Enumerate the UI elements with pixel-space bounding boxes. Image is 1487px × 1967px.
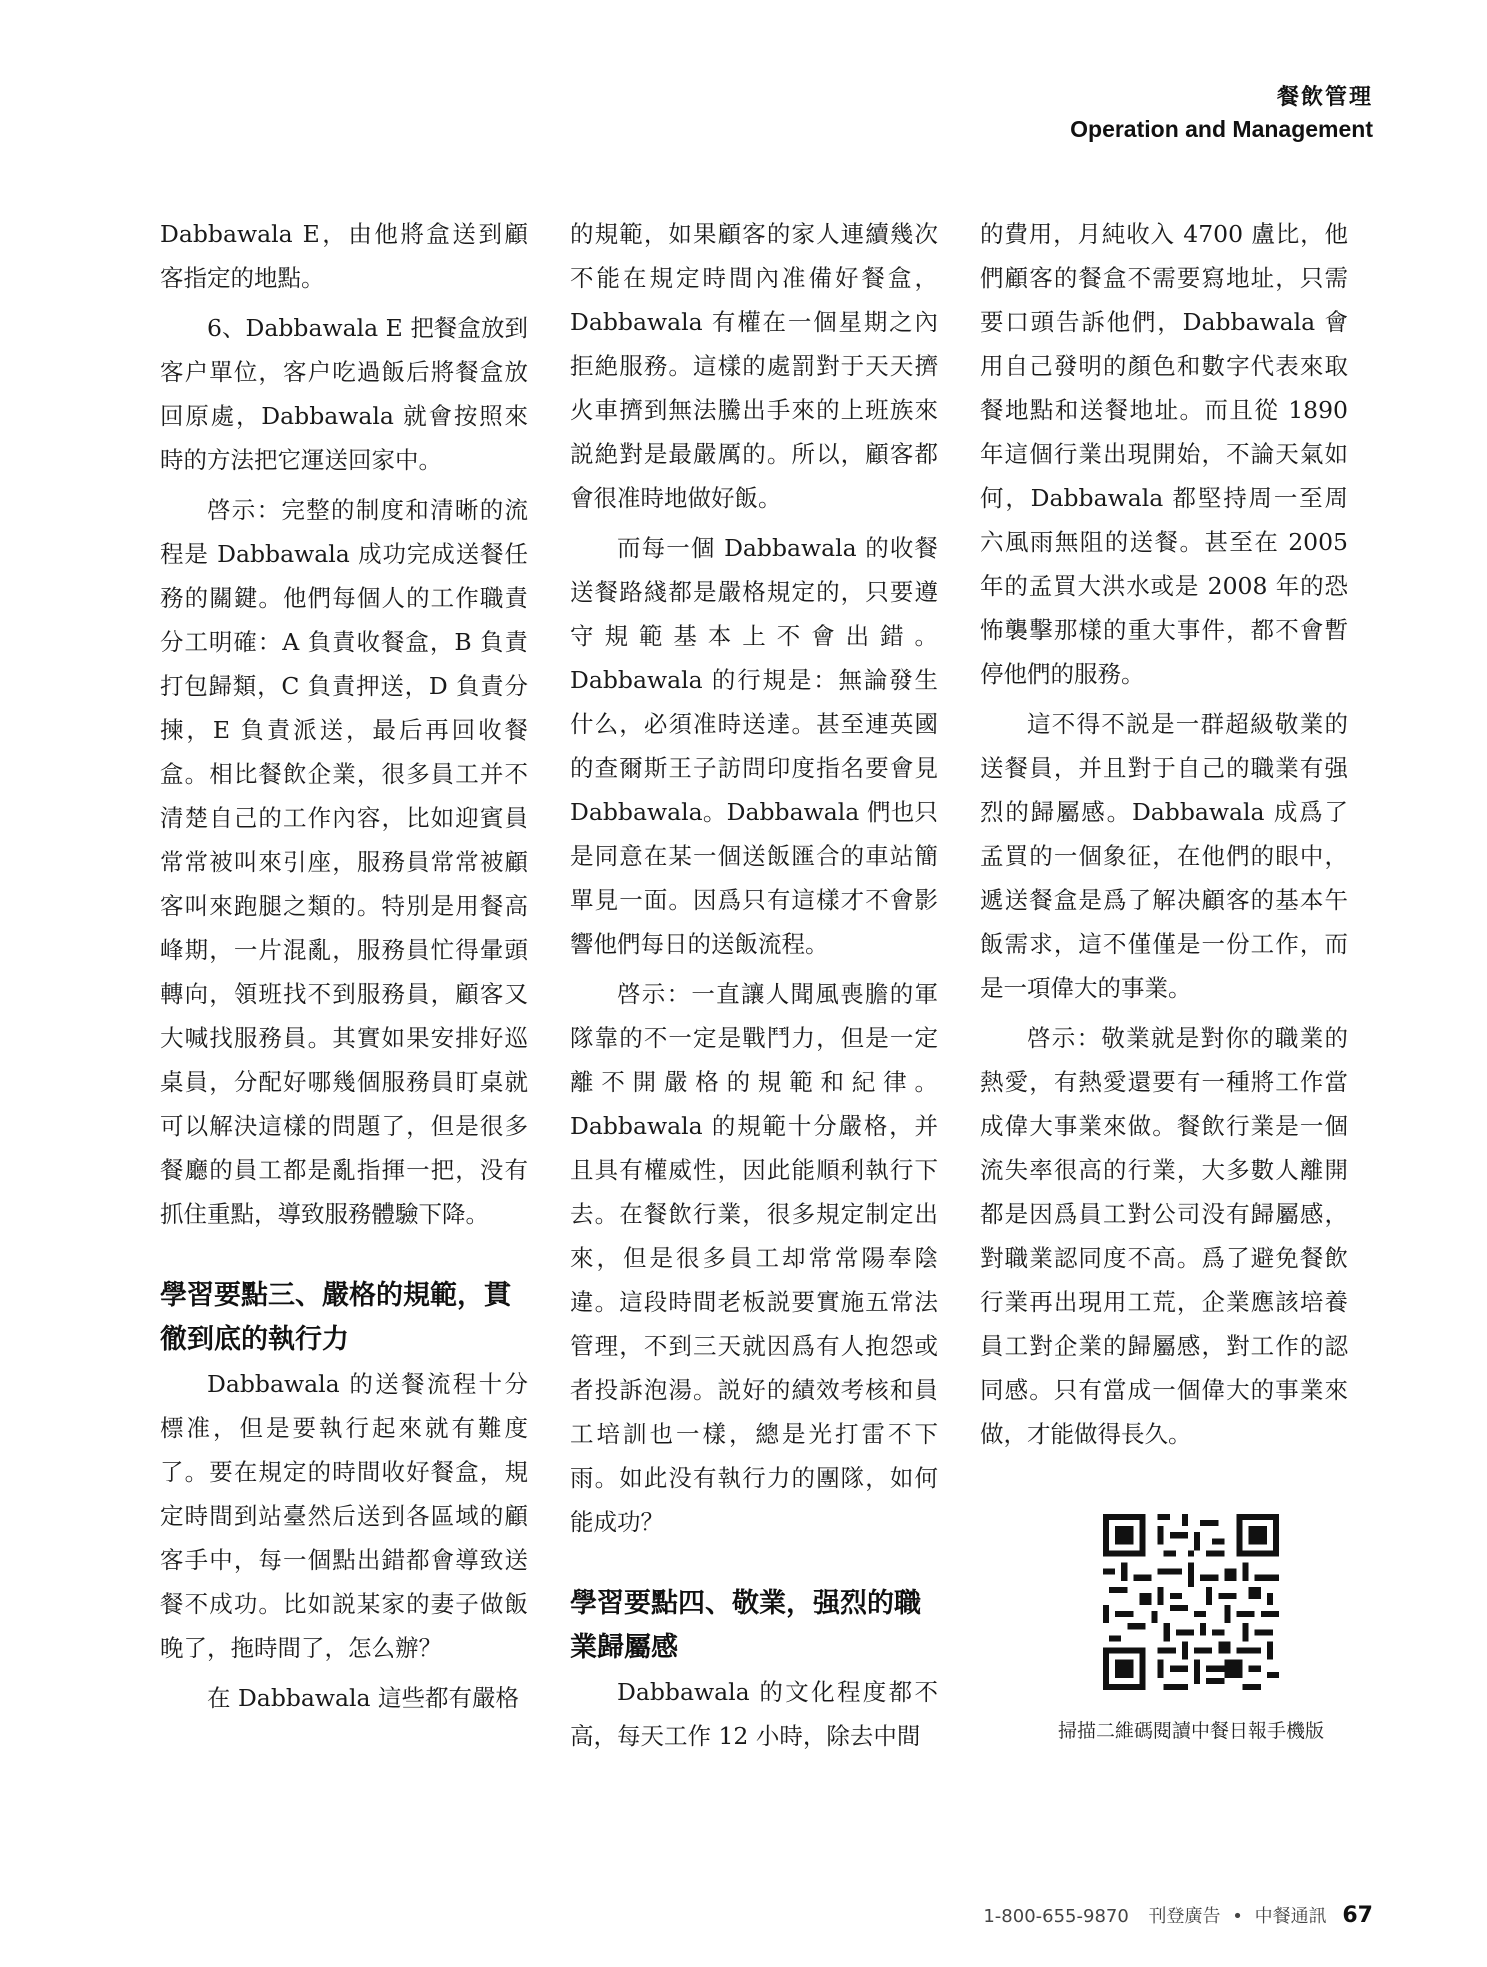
paragraph: 這不得不説是一群超級敬業的送餐員，并且對于自己的職業有强烈的歸屬感。Dabbawala 成爲了孟買的一個象征，在他們的眼中，遞送餐盒是爲了解决顧客的基本午飯需求，這不僅僅是一份工作，而是一項偉大的事業。 xyxy=(980,710,1348,1002)
qr-code-icon[interactable] xyxy=(1103,1514,1279,1690)
article-column-3 xyxy=(980,212,1348,1462)
qr-caption: 掃描二維碼閱讀中餐日報手機版 xyxy=(1057,1720,1324,1742)
section-heading: 學習要點三、嚴格的規範，貫徹到底的執行力 xyxy=(160,1280,511,1355)
page-footer xyxy=(983,1902,1373,1928)
section-title: 餐飲管理 xyxy=(1276,85,1373,110)
paragraph: Dabbawala E，由他將盒送到顧客指定的地點。 xyxy=(160,220,528,292)
ad-label: 刊登廣告 xyxy=(1148,1906,1221,1927)
ad-phone: 1-800-655-9870 xyxy=(983,1906,1129,1927)
paragraph: 啓示：一直讓人聞風喪膽的軍隊靠的不一定是戰鬥力，但是一定離不開嚴格的規範和紀律。Dabbawala 的規範十分嚴格，并且具有權威性，因此能順利執行下去。在餐飲行業，很多規定制定出來，但是很多員工却常常陽奉陰違。這段時間老板説要實施五常法管理，不到三天就因爲有人抱怨或者投訴泡湯。説好的績效考核和員工培訓也一樣，總是光打雷不下雨。如此没有執行力的團隊，如何能成功？ xyxy=(570,980,938,1536)
page-number: 67 xyxy=(1342,1903,1373,1928)
paragraph: 啓示：敬業就是對你的職業的熱愛，有熱愛還要有一種將工作當成偉大事業來做。餐飲行業是一個流失率很高的行業，大多數人離開都是因爲員工對公司没有歸屬感，對職業認同度不高。爲了避免餐飲行業再出現用工荒，企業應該培養員工對企業的歸屬感，對工作的認同感。只有當成一個偉大的事業來做，才能做得長久。 xyxy=(980,1024,1348,1448)
article-column-2 xyxy=(570,212,938,1764)
paragraph: 的費用，月純收入 4700 盧比，他們顧客的餐盒不需要寫地址，只需要口頭告訴他們，Dabbawala 會用自己發明的顏色和數字代表來取餐地點和送餐地址。而且從 1890 年這個行業出現開始，不論天氣如何，Dabbawala 都堅持周一至周六風雨無阻的送餐。甚至在 2005 年的孟買大洪水或是 2008 年的恐怖襲擊那樣的重大事件，都不會暫停他們的服務。 xyxy=(980,220,1348,688)
paragraph: 的規範，如果顧客的家人連續幾次不能在規定時間內准備好餐盒，Dabbawala 有權在一個星期之內拒絶服務。這樣的處罰對于天天擠火車擠到無法騰出手來的上班族來説絶對是最嚴厲的。所以，顧客都會很准時地做好飯。 xyxy=(570,220,938,512)
paragraph: Dabbawala 的文化程度都不高，每天工作 12 小時，除去中間 xyxy=(570,1678,938,1750)
paragraph: Dabbawala 的送餐流程十分標准，但是要執行起來就有難度了。要在規定的時間收好餐盒，規定時間到站臺然后送到各區域的顧客手中，每一個點出錯都會導致送餐不成功。比如説某家的妻子做飯晚了，拖時間了，怎么辦？ xyxy=(160,1370,528,1662)
article-column-1 xyxy=(160,212,528,1726)
paragraph: 啓示：完整的制度和清晰的流程是 Dabbawala 成功完成送餐任務的關鍵。他們每個人的工作職責分工明確：A 負責收餐盒，B 負責打包歸類，C 負責押送，D 負責分揀，E 負責派送，最后再回收餐盒。相比餐飲企業，很多員工并不清楚自己的工作內容，比如迎賓員常常被叫來引座，服務員常常被顧客叫來跑腿之類的。特別是用餐高峰期，一片混亂，服務員忙得暈頭轉向，領班找不到服務員，顧客又大喊找服務員。其實如果安排好巡桌員，分配好哪幾個服務員盯桌就可以解決這樣的問題了，但是很多餐廳的員工都是亂指揮一把，没有抓住重點，導致服務體驗下降。 xyxy=(160,496,528,1228)
publication-name: 中餐通訊 xyxy=(1254,1906,1327,1927)
paragraph: 而每一個 Dabbawala 的收餐送餐路綫都是嚴格規定的，只要遵守規範基本上不會出錯。Dabbawala 的行規是：無論發生什么，必須准時送達。甚至連英國的查爾斯王子訪問印度指名要會見 Dabbawala。Dabbawala 們也只是同意在某一個送飯匯合的車站簡單見一面。因爲只有這樣才不會影響他們每日的送飯流程。 xyxy=(570,534,938,958)
section-subtitle: Operation and Management xyxy=(1070,116,1373,142)
paragraph: 在 Dabbawala 這些都有嚴格 xyxy=(207,1684,520,1712)
footer-separator: • xyxy=(1232,1906,1243,1927)
section-heading: 學習要點四、敬業，强烈的職業歸屬感 xyxy=(570,1588,921,1663)
paragraph: 6、Dabbawala E 把餐盒放到客户單位，客户吃過飯后將餐盒放回原處，Dabbawala 就會按照來時的方法把它運送回家中。 xyxy=(160,314,528,474)
